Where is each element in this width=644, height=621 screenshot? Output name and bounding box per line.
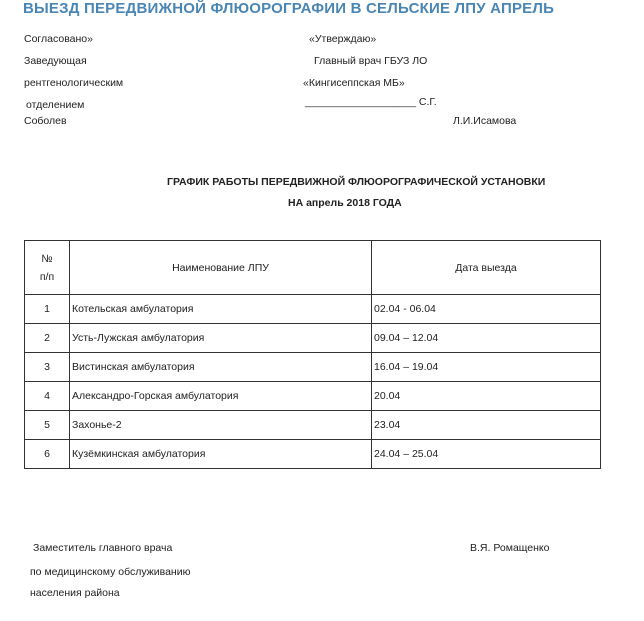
row-name: Захонье-2 [70,411,372,440]
signature-line: ___________________ С.Г. [305,96,437,108]
page-title: ВЫЕЗД ПЕРЕДВИЖНОЙ ФЛЮОРОГРАФИИ В СЕЛЬСКИЕ ЛПУ АПРЕЛЬ [23,0,555,17]
header-number-line2: п/п [39,270,55,283]
header-number-line1: № [41,252,53,265]
row-name: Котельская амбулатория [70,295,372,324]
approval-left-line2: Заведующая [24,55,87,67]
row-date: 09.04 – 12.04 [372,324,601,353]
footer-signer: В.Я. Ромащенко [470,542,550,554]
row-name: Вистинская амбулатория [70,353,372,382]
row-date: 16.04 – 19.04 [372,353,601,382]
row-number: 6 [25,440,70,469]
footer-line1: Заместитель главного врача [33,542,173,554]
approval-left-line3: рентгенологическим [24,77,124,89]
row-name: Александро-Горская амбулатория [70,382,372,411]
row-name: Усть-Лужская амбулатория [70,324,372,353]
approval-right-line2: Главный врач ГБУЗ ЛО [314,55,428,67]
table-row [25,324,601,353]
row-number: 4 [25,382,70,411]
table-row [25,382,601,411]
schedule-subheading: НА апрель 2018 ГОДА [288,197,402,209]
schedule-heading: ГРАФИК РАБОТЫ ПЕРЕДВИЖНОЙ ФЛЮОРОГРАФИЧЕСКОЙ УСТАНОВКИ [167,176,546,188]
schedule-table [24,240,601,469]
footer-line2: по медицинскому обслуживанию [30,566,191,578]
approval-left-line4: отделением [26,99,85,111]
approval-left-line5: Соболев [24,115,67,127]
table-row [25,411,601,440]
table-row [25,353,601,382]
table-row [25,295,601,324]
approval-right-line5: Л.И.Исамова [453,115,517,127]
table-header-row [25,241,601,295]
header-number [25,241,70,295]
row-number: 2 [25,324,70,353]
row-date: 23.04 [372,411,601,440]
footer-line3: населения района [30,587,120,599]
row-date: 02.04 - 06.04 [372,295,601,324]
row-number: 1 [25,295,70,324]
row-date: 20.04 [372,382,601,411]
approval-right-line3: «Кингисеппская МБ» [303,77,405,89]
row-date: 24.04 – 25.04 [372,440,601,469]
row-name: Кузёмкинская амбулатория [70,440,372,469]
approval-left-line1: Согласовано» [24,33,93,45]
row-number: 3 [25,353,70,382]
header-date: Дата выезда [372,241,601,295]
header-name: Наименование ЛПУ [70,241,372,295]
approval-right-line1: «Утверждаю» [309,33,377,45]
row-number: 5 [25,411,70,440]
table-row [25,440,601,469]
